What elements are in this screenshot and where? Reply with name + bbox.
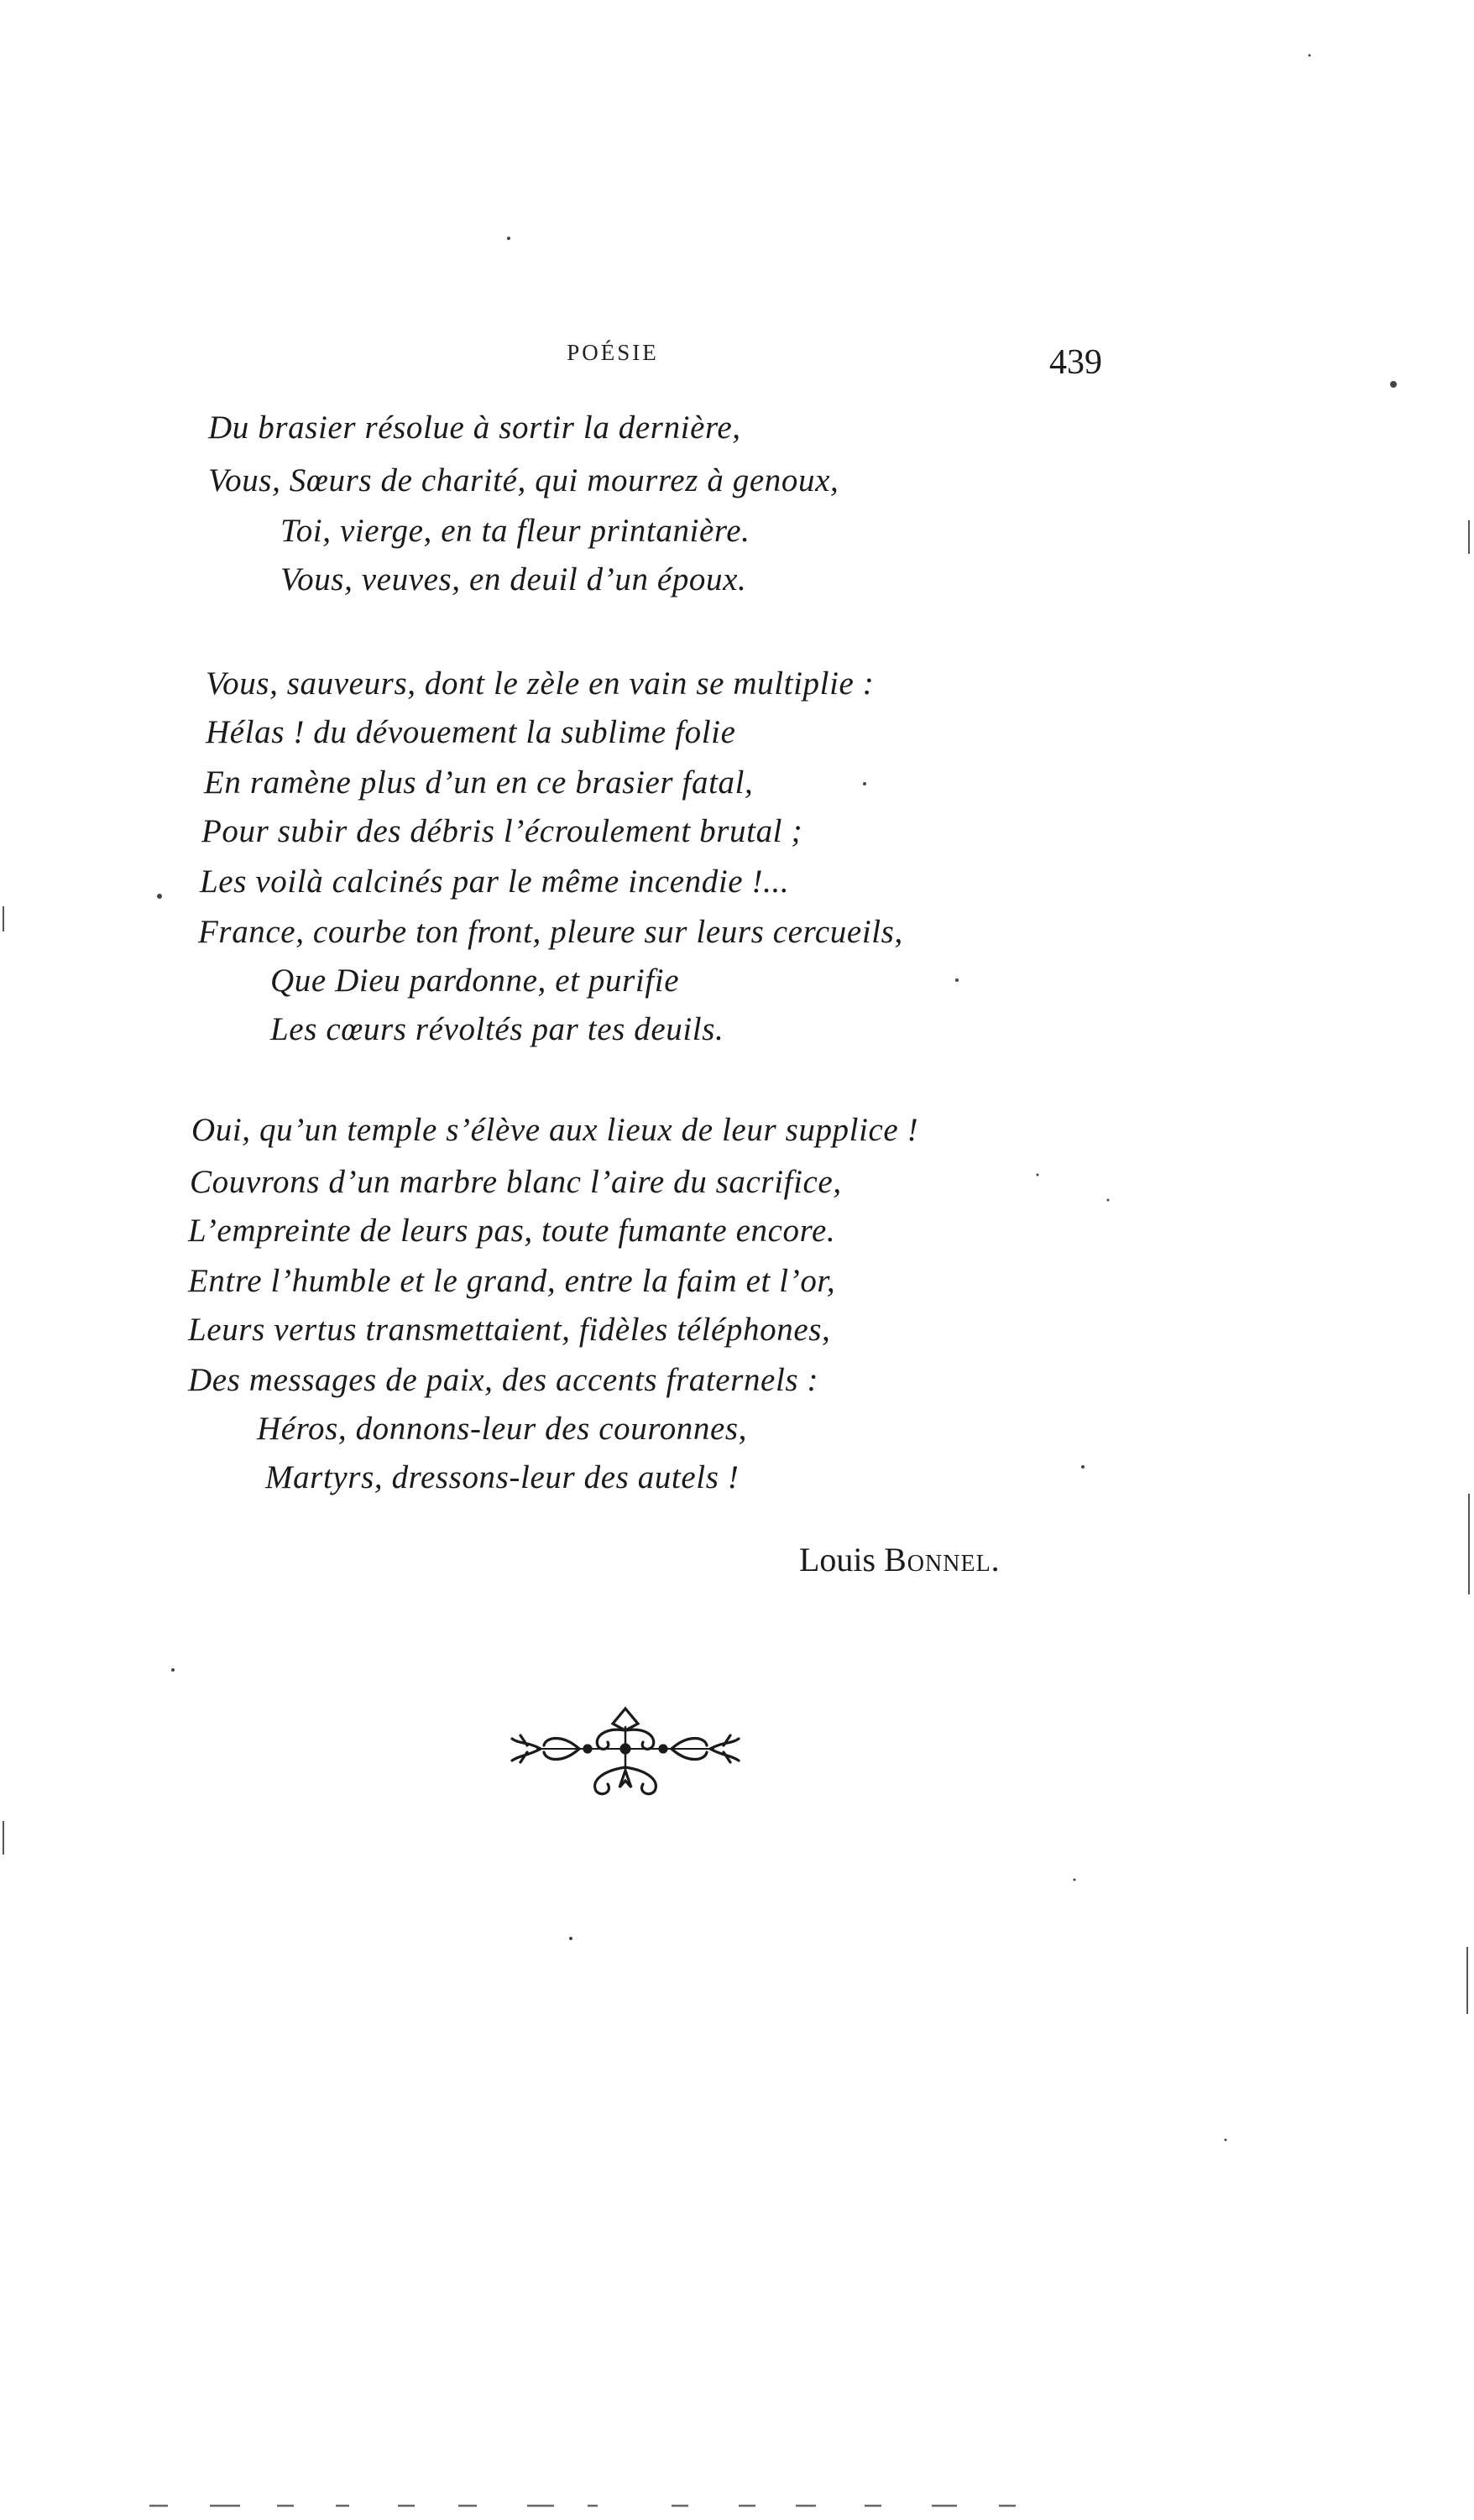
poem-line: Martyrs, dressons-leur des autels ! — [265, 1459, 740, 1495]
author-first-name: Louis — [799, 1541, 876, 1578]
poem-line: Pour subir des débris l’écroulement brutal ; — [201, 813, 803, 849]
running-title: POÉSIE — [567, 340, 659, 365]
poem-line: Toi, vierge, en ta fleur printanière. — [280, 513, 750, 549]
fleuron-ornament-icon — [504, 1693, 747, 1803]
poem-line: Entre l’humble et le grand, entre la faim et l’or, — [188, 1263, 836, 1299]
page-number: 439 — [1049, 343, 1102, 382]
poem-line: Vous, sauveurs, dont le zèle en vain se multiplie : — [206, 665, 875, 702]
author-last-name: Bonnel. — [884, 1541, 1001, 1578]
poem-line: Vous, veuves, en deuil d’un époux. — [280, 561, 747, 597]
poem-line: Héros, donnons-leur des couronnes, — [257, 1411, 748, 1447]
poem-line: Du brasier résolue à sortir la dernière, — [208, 410, 741, 446]
poem-line: Leurs vertus transmettaient, fidèles téléphones, — [188, 1312, 831, 1348]
poem-line: Les cœurs révoltés par tes deuils. — [270, 1011, 724, 1047]
poem-line: Hélas ! du dévouement la sublime folie — [206, 714, 736, 750]
poem-line: Que Dieu pardonne, et purifie — [270, 963, 680, 999]
poem-line: En ramène plus d’un en ce brasier fatal, — [204, 764, 754, 801]
author-signature — [799, 1540, 1001, 1579]
poem-line: Les voilà calcinés par le même incendie !... — [200, 863, 790, 900]
poem-line: Oui, qu’un temple s’élève aux lieux de leur supplice ! — [191, 1112, 919, 1148]
poem-line: France, courbe ton front, pleure sur leurs cercueils, — [198, 914, 903, 950]
poem-line: Vous, Sœurs de charité, qui mourrez à genoux, — [208, 462, 839, 498]
poem-line: Des messages de paix, des accents fraternels : — [188, 1362, 819, 1398]
poem-line: L’empreinte de leurs pas, toute fumante encore. — [188, 1213, 836, 1249]
poem-line: Couvrons d’un marbre blanc l’aire du sacrifice, — [190, 1164, 842, 1200]
